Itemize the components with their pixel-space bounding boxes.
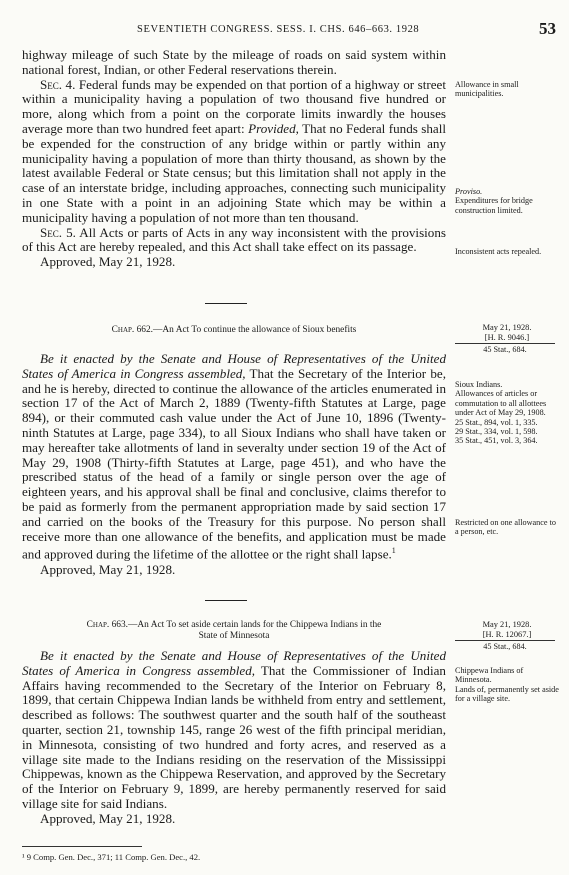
divider: [205, 303, 247, 304]
chapter-662-date: May 21, 1928.: [482, 323, 532, 332]
section-5-text: All Acts or parts of Acts in any way inconsistent with the provisions of this Act are hereby repealed, and this Act shall take effect on its passage.: [22, 224, 446, 255]
section-4-text-a: Federal funds may be expended on that portion of a highway or street within a municipality having a population of two thousand five hundred or more, along which from a point on the corporate limits inwardly the houses average more than two hundred feet apart:: [22, 76, 446, 136]
chapter-663-body: [22, 649, 446, 827]
chapter-662-bill: [H. R. 9046.]: [484, 333, 530, 342]
chapter-663-text: [22, 649, 446, 812]
margin-note-repealed: Inconsistent acts repealed.: [455, 247, 542, 256]
chapter-663-date: May 21, 1928.: [482, 620, 532, 629]
approved-line: Approved, May 21, 1928.: [40, 254, 176, 270]
section-4-text-b: That no Federal funds shall be expended for the construction of any bridge within or partly within any municipality having a population of more than thirty thousand, as shown by the latest available Federal or State census; but this limitation shall not apply in the case of an interstate bridge, including approaches, connecting such municipality in one State with a point in an adjoining State which may be within a municipality having a population of not more than ten thousand.: [22, 120, 446, 225]
footnote-rule: [22, 846, 142, 847]
footnote-mark: 1: [391, 546, 396, 556]
chapter-663-title-a: —An Act To set aside certain lands for the Chippewa Indians in the: [128, 620, 382, 630]
section-4: [22, 78, 446, 226]
chapter-663-bill: [H. R. 12067.]: [482, 630, 532, 639]
chapter-662-approved: Approved, May 21, 1928.: [40, 561, 176, 577]
chapter-663-date-block: [455, 620, 559, 652]
chapter-662-label: Chap. 662.: [111, 325, 154, 335]
running-head: SEVENTIETH CONGRESS. SESS. I. CHS. 646–663. 1928: [137, 24, 420, 35]
enacting-clause: Be it enacted by the Senate and House of Representatives of the United States of America in Congress assembled,: [22, 648, 446, 678]
chapter-663-stat: 45 Stat., 684.: [455, 640, 555, 652]
proviso-title: Proviso.: [455, 187, 483, 196]
section-5: [22, 226, 446, 256]
paragraph-continuation: highway mileage of such State by the mileage of roads on said system within national forest, Indian, or other Federal reservations therein.: [22, 47, 446, 77]
chapter-663-approved: Approved, May 21, 1928.: [40, 810, 176, 826]
chapter-662-body-text: That the Secretary of the Interior be, and he is hereby, directed to continue the allowance of the articles enumerated in section 17 of the Act of March 2, 1889 (Twenty-fifth Statutes at Large, page 894), or their commuted cash value under the Act of June 10, 1896 (Twenty-ninth Statutes at Large, page 334), to all Sioux Indians who shall have taken or may hereafter take allotments of land in severalty under section 19 of the Act of May 29, 1908 (Thirty-fifth Statutes at Large, page 451), and who have the prescribed status of the head of a family or single person over the age of eighteen years, and his approval shall be final and conclusive, claims therefor to be paid as formerly from the permanent appropriation made by said section 17 and carried on the books of the Treasury for this purpose. No person shall receive more than one allowance of the benefits, and application must be made and approved during the lifetime of the allottee or the right shall lapse.: [22, 365, 446, 562]
section-4-label: Sec. 4.: [40, 76, 76, 92]
proviso-word: Provided,: [248, 120, 299, 136]
proviso-note: Expenditures for bridge construction limited.: [455, 196, 533, 215]
chapter-662-stat: 45 Stat., 684.: [455, 343, 555, 355]
page-number: 53: [539, 19, 556, 38]
sioux-title: Sioux Indians.: [455, 380, 503, 389]
chapter-663-title-b: State of Minnesota: [198, 631, 270, 641]
chapter-662-title: —An Act To continue the allowance of Sioux benefits: [153, 325, 357, 335]
chippewa-title: Chippewa Indians of Minnesota.: [455, 666, 524, 685]
margin-note-small-municipalities: Allowance in small municipalities.: [455, 80, 519, 99]
chapter-663-label: Chap. 663.: [86, 620, 129, 630]
chapter-662-text: [22, 352, 446, 563]
enacting-clause: Be it enacted by the Senate and House of Representatives of the United States of America in Congress assembled,: [22, 351, 446, 381]
chapter-663-body-text: That the Commissioner of Indian Affairs having recommended to the Secretary of the Interior on February 8, 1899, that certain Chippewa Indian lands be withheld from entry and settlement, described as follows: The southwest quarter and the south half of the southeast quarter, section 21, township 145, range 26 west of the fifth principal meridian, in Minnesota, consisting of two hundred and forty acres, and reserved as a village site made to the Indians residing on the reservation of the Mississippi Chippewas, known as the Chippewa Reservation, and approved by the Secretary of the Interior on February 9, 1899, are hereby permanently reserved for said village site for said Indians.: [22, 662, 446, 811]
page-header: [22, 19, 556, 38]
divider: [205, 600, 247, 601]
sioux-ref-1: 25 Stat., 894, vol. 1, 335.: [455, 417, 538, 427]
margin-note-proviso: [455, 187, 559, 215]
sioux-ref-2: 29 Stat., 334, vol. 1, 598.: [455, 427, 538, 437]
chippewa-text: Lands of, permanently set aside for a village site.: [455, 684, 559, 704]
footnote: ¹ 9 Comp. Gen. Dec., 371; 11 Comp. Gen. Dec., 42.: [22, 852, 201, 862]
section-5-label: Sec. 5.: [40, 224, 76, 240]
margin-note-restricted: Restricted on one allowance to a person, etc.: [455, 518, 556, 537]
previous-act-continuation: [22, 48, 446, 270]
margin-note-sioux: [455, 380, 559, 446]
chapter-662-body: [22, 352, 446, 577]
chapter-662-heading: [22, 325, 446, 336]
margin-note-chippewa: [455, 666, 559, 704]
sioux-allowance: Allowances of articles or commutation to all allottees under Act of May 29, 1908.: [455, 389, 547, 418]
chapter-662-date-block: [455, 323, 559, 355]
chapter-663-heading: [22, 620, 446, 642]
sioux-ref-3: 35 Stat., 451, vol. 3, 364.: [455, 436, 538, 446]
